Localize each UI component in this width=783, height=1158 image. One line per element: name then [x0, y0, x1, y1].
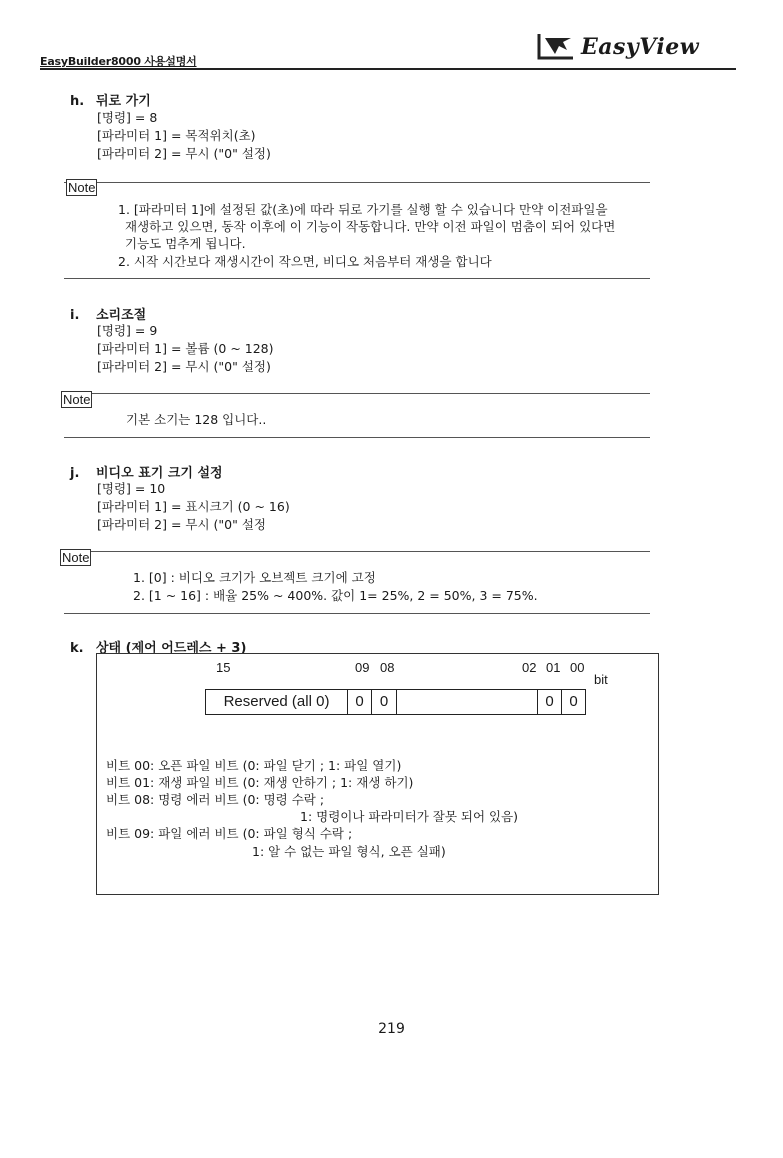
bit-description: 비트 08: 명령 에러 비트 (0: 명령 수락 ; [106, 792, 325, 807]
bit-number-08: 08 [380, 660, 395, 675]
header-title: EasyBuilder8000 사용설명서 [40, 55, 197, 68]
section-title-text: 비디오 표기 크기 설정 [96, 466, 223, 481]
section-title-text: 상태 (제어 어드레스 + 3) [96, 641, 247, 656]
bit-description: 비트 09: 파일 에러 비트 (0: 파일 형식 수락 ; [106, 826, 353, 841]
section-letter: i. [70, 308, 80, 323]
bit-number-02: 02 [522, 660, 537, 675]
param-line: [파라미터 2] = 무시 ("0" 설정) [97, 146, 271, 161]
page-number: 219 [378, 1021, 405, 1037]
param-line: [파라미터 2] = 무시 ("0" 설정 [97, 517, 266, 532]
bit-description: 비트 00: 오픈 파일 비트 (0: 파일 닫기 ; 1: 파일 열기) [106, 758, 402, 773]
note-line: 2. 시작 시간보다 재생시간이 작으면, 비디오 처음부터 재생을 합니다 [118, 254, 492, 269]
bit-number-15: 15 [216, 660, 231, 675]
note-rule-top [64, 182, 650, 183]
bit-number-09: 09 [355, 660, 370, 675]
bit-description: 1: 명령이나 파라미터가 잘못 되어 있음) [300, 809, 519, 824]
bit-row [205, 689, 586, 715]
bit-gap-cell [397, 690, 538, 714]
section-h-title [70, 90, 151, 109]
reserved-cell: Reserved (all 0) [206, 690, 348, 714]
header-rule [40, 68, 736, 70]
param-line: [파라미터 2] = 무시 ("0" 설정) [97, 359, 271, 374]
note-label: Note [63, 392, 91, 407]
section-letter: j. [70, 466, 80, 481]
note-rule-top [64, 551, 650, 552]
note-rule-top [64, 393, 650, 394]
param-line: [파라미터 1] = 표시크기 (0 ~ 16) [97, 499, 290, 514]
note-line: 기본 소기는 128 입니다.. [126, 412, 267, 427]
logo-hand-icon [533, 28, 581, 68]
logo-text: EasyView [581, 34, 700, 60]
note-line: 1. [파라미터 1]에 설정된 값(초)에 따라 뒤로 가기를 실행 할 수 있습니다 만약 이전파일을 [118, 202, 608, 217]
bit-number-01: 01 [546, 660, 561, 675]
note-rule-bottom [64, 613, 650, 614]
note-line: 기능도 멈추게 됩니다. [125, 236, 246, 251]
bit-description: 1: 알 수 없는 파일 형식, 오픈 실패) [252, 844, 446, 859]
param-line: [명령] = 9 [97, 323, 158, 338]
param-line: [파라미터 1] = 볼륨 (0 ~ 128) [97, 341, 274, 356]
param-line: [명령] = 8 [97, 110, 158, 125]
section-letter: k. [70, 641, 84, 656]
section-title-text: 소리조절 [96, 308, 147, 323]
bit-01-cell: 0 [538, 690, 562, 714]
note-label: Note [62, 550, 90, 565]
param-line: [명령] = 10 [97, 481, 166, 496]
bit-unit-label: bit [594, 672, 608, 687]
easyview-logo [533, 28, 723, 68]
section-title-text: 뒤로 가기 [96, 94, 151, 109]
note-line: 2. [1 ~ 16] : 배율 25% ~ 400%. 값이 1= 25%, 2 = 50%, 3 = 75%. [133, 588, 538, 603]
note-label: Note [68, 180, 96, 195]
note-line: 1. [0] : 비디오 크기가 오브젝트 크기에 고정 [133, 570, 376, 585]
section-letter: h. [70, 94, 85, 109]
bit-08-cell: 0 [372, 690, 397, 714]
bit-number-00: 00 [570, 660, 585, 675]
bit-description: 비트 01: 재생 파일 비트 (0: 재생 안하기 ; 1: 재생 하기) [106, 775, 414, 790]
bit-09-cell: 0 [348, 690, 372, 714]
note-line: 재생하고 있으면, 동작 이후에 이 기능이 작동합니다. 만약 이전 파일이 멈춤이 되어 있다면 [125, 219, 616, 234]
note-rule-bottom [64, 437, 650, 438]
note-rule-bottom [64, 278, 650, 279]
param-line: [파라미터 1] = 목적위치(초) [97, 128, 256, 143]
bit-00-cell: 0 [569, 693, 578, 710]
